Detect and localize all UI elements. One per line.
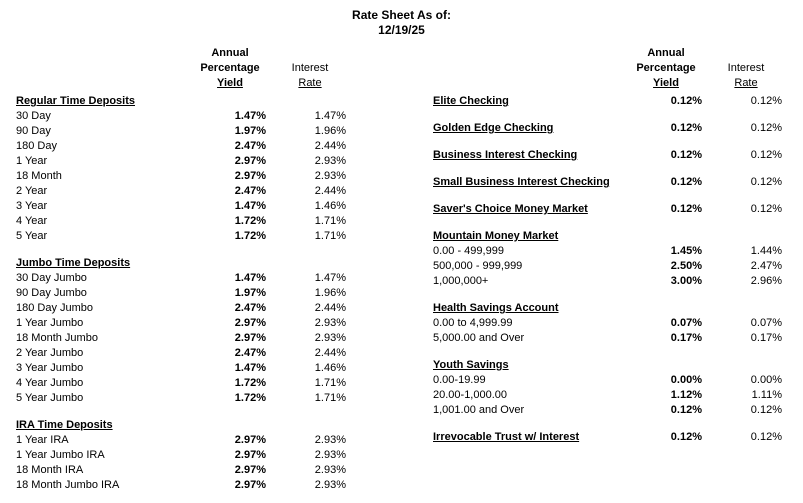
annual-percentage-yield-value: 2.97% (234, 449, 266, 461)
annual-percentage-yield-value: 3.00% (670, 275, 702, 287)
annual-percentage-yield-value: 1.97% (234, 125, 266, 137)
interest-rate-value: 0.12% (750, 176, 782, 188)
annual-percentage-yield-value: 1.12% (670, 389, 702, 401)
rate-row-label: 1 Year IRA (16, 434, 69, 446)
section-heading-label: Regular Time Deposits (16, 95, 135, 107)
interest-rate-value: 0.17% (750, 332, 782, 344)
section-heading-label: Youth Savings (433, 359, 509, 371)
annual-percentage-yield-value: 0.00% (670, 374, 702, 386)
annual-percentage-yield-value: 0.12% (670, 95, 702, 107)
annual-percentage-yield-value: 0.12% (670, 176, 702, 188)
annual-percentage-yield-value: 0.12% (670, 431, 702, 443)
section-heading-row (433, 148, 786, 163)
interest-rate-value: 1.96% (314, 125, 346, 137)
section-heading-label: IRA Time Deposits (16, 419, 113, 431)
interest-rate-value: 1.71% (314, 392, 346, 404)
annual-percentage-yield-value: 0.07% (670, 317, 702, 329)
rate-row-label: 5,000.00 and Over (433, 332, 525, 344)
section-heading-label: Jumbo Time Deposits (16, 257, 131, 269)
annual-percentage-yield-value: 2.97% (234, 434, 266, 446)
annual-percentage-yield-value: 1.47% (234, 272, 266, 284)
right-column-headers (433, 46, 786, 94)
interest-rate-value: 2.93% (314, 479, 346, 491)
section-heading-label: Golden Edge Checking (433, 122, 554, 134)
interest-rate-value: 2.93% (314, 434, 346, 446)
section-heading-row (433, 358, 786, 373)
interest-rate-value: 2.93% (314, 332, 346, 344)
interest-rate-value: 1.47% (314, 272, 346, 284)
section-heading-row (433, 229, 786, 244)
annual-percentage-yield-value: 2.97% (234, 317, 266, 329)
annual-percentage-yield-value: 1.72% (234, 377, 266, 389)
annual-percentage-yield-value: 1.45% (670, 245, 702, 257)
section-heading-label: Business Interest Checking (433, 149, 578, 161)
annual-percentage-yield-value: 0.12% (670, 122, 702, 134)
rate-row (16, 463, 346, 478)
section-heading-row (16, 94, 346, 109)
section-heading-label: Elite Checking (433, 95, 509, 107)
interest-rate-value: 1.44% (750, 245, 782, 257)
section-spacer (433, 346, 786, 358)
annual-percentage-yield-value: 2.47% (234, 302, 266, 314)
rate-row-label: 1,000,000+ (433, 275, 489, 287)
annual-percentage-yield-value: 1.97% (234, 287, 266, 299)
interest-rate-column-header (274, 46, 346, 91)
rate-row-label: 18 Month Jumbo IRA (16, 479, 120, 491)
rate-row-label: 2 Year Jumbo (16, 347, 84, 359)
section-heading-row (433, 430, 786, 445)
rate-row (16, 301, 346, 316)
apy-header-line-2: Percentage (636, 62, 696, 74)
section-spacer (433, 289, 786, 301)
interest-rate-value: 0.12% (750, 95, 782, 107)
apy-header-line-1: Annual (647, 47, 685, 59)
annual-percentage-yield-value: 1.47% (234, 200, 266, 212)
annual-percentage-yield-value: 1.72% (234, 230, 266, 242)
rate-row-label: 5 Year (16, 230, 48, 242)
annual-percentage-yield-value: 2.47% (234, 185, 266, 197)
rate-row (16, 124, 346, 139)
section-heading-label: Small Business Interest Checking (433, 176, 610, 188)
interest-rate-value: 2.93% (314, 170, 346, 182)
rate-row (433, 274, 786, 289)
rate-row (433, 244, 786, 259)
rate-row-label: 20.00-1,000.00 (433, 389, 508, 401)
rate-header-line-2: Rate (734, 77, 758, 89)
apy-header-line-3: Yield (217, 77, 243, 89)
section-spacer (433, 163, 786, 175)
rate-row-label: 0.00 to 4,999.99 (433, 317, 513, 329)
annual-percentage-yield-value: 0.17% (670, 332, 702, 344)
interest-rate-value: 1.11% (751, 389, 782, 401)
page-title-line-1: Rate Sheet As of: (352, 8, 451, 22)
interest-rate-value: 1.71% (314, 377, 346, 389)
section-heading-row (433, 175, 786, 190)
annual-percentage-yield-value: 1.72% (234, 215, 266, 227)
interest-rate-value: 1.71% (314, 215, 346, 227)
rate-row-label: 0.00 - 499,999 (433, 245, 504, 257)
rate-row (16, 169, 346, 184)
rate-row-label: 1,001.00 and Over (433, 404, 525, 416)
interest-rate-value: 0.12% (750, 404, 782, 416)
section-heading-row (433, 94, 786, 109)
interest-rate-value: 2.44% (314, 185, 346, 197)
rate-row-label: 5 Year Jumbo (16, 392, 84, 404)
deposits-column (16, 46, 346, 493)
section-spacer (433, 109, 786, 121)
section-heading-row (433, 121, 786, 136)
rate-row (16, 109, 346, 124)
interest-rate-value: 2.96% (750, 275, 782, 287)
section-spacer (433, 190, 786, 202)
section-spacer (16, 406, 346, 418)
rate-row-label: 500,000 - 999,999 (433, 260, 523, 272)
rate-header-line-1: Interest (727, 62, 765, 74)
rate-row (16, 433, 346, 448)
annual-percentage-yield-value: 2.97% (234, 464, 266, 476)
rate-header-line-1: Interest (291, 62, 329, 74)
interest-rate-column-header (710, 46, 782, 91)
apy-column-header (630, 46, 702, 91)
rate-row (16, 316, 346, 331)
rate-row (16, 214, 346, 229)
section-heading-row (433, 202, 786, 217)
rate-row (433, 373, 786, 388)
rate-row (433, 388, 786, 403)
interest-rate-value: 2.93% (314, 449, 346, 461)
apy-header-line-1: Annual (211, 47, 249, 59)
rate-row-label: 90 Day (16, 125, 51, 137)
annual-percentage-yield-value: 2.97% (234, 170, 266, 182)
annual-percentage-yield-value: 2.47% (234, 347, 266, 359)
annual-percentage-yield-value: 0.12% (670, 203, 702, 215)
rate-row-label: 1 Year Jumbo (16, 317, 84, 329)
rate-row (16, 478, 346, 493)
interest-rate-value: 1.46% (314, 200, 346, 212)
rate-row-label: 2 Year (16, 185, 48, 197)
annual-percentage-yield-value: 1.47% (234, 110, 266, 122)
left-column-headers (16, 46, 346, 94)
section-heading-row (433, 301, 786, 316)
rate-row-label: 90 Day Jumbo (16, 287, 87, 299)
section-spacer (433, 418, 786, 430)
section-heading-row (16, 256, 346, 271)
annual-percentage-yield-value: 2.47% (234, 140, 266, 152)
rate-row (433, 259, 786, 274)
annual-percentage-yield-value: 1.72% (234, 392, 266, 404)
rate-row (433, 316, 786, 331)
page-title (0, 0, 803, 38)
apy-header-line-3: Yield (653, 77, 679, 89)
interest-rate-value: 1.71% (314, 230, 346, 242)
page-title-date: 12/19/25 (378, 23, 425, 37)
rate-row-label: 4 Year Jumbo (16, 377, 84, 389)
rate-row-label: 18 Month (16, 170, 62, 182)
rate-row-label: 30 Day Jumbo (16, 272, 87, 284)
deposits-rows (16, 94, 346, 493)
rate-row (16, 448, 346, 463)
rate-row (16, 346, 346, 361)
rate-row (16, 154, 346, 169)
rate-row-label: 3 Year Jumbo (16, 362, 84, 374)
rate-row (16, 184, 346, 199)
rate-row-label: 0.00-19.99 (433, 374, 486, 386)
interest-rate-value: 2.44% (314, 302, 346, 314)
section-heading-label: Mountain Money Market (433, 230, 559, 242)
rate-row-label: 3 Year (16, 200, 48, 212)
interest-rate-value: 0.12% (750, 431, 782, 443)
annual-percentage-yield-value: 2.97% (234, 479, 266, 491)
interest-rate-value: 2.44% (314, 347, 346, 359)
rate-row (16, 361, 346, 376)
rate-row-label: 180 Day (16, 140, 57, 152)
rate-row (16, 229, 346, 244)
rate-row (16, 286, 346, 301)
annual-percentage-yield-value: 0.12% (670, 149, 702, 161)
section-spacer (433, 217, 786, 229)
interest-rate-value: 2.93% (314, 464, 346, 476)
section-heading-row (16, 418, 346, 433)
rate-row-label: 180 Day Jumbo (16, 302, 94, 314)
interest-rate-value: 2.93% (314, 317, 346, 329)
apy-column-header (194, 46, 266, 91)
annual-percentage-yield-value: 2.97% (234, 332, 266, 344)
rate-row-label: 1 Year Jumbo IRA (16, 449, 105, 461)
interest-rate-value: 2.44% (314, 140, 346, 152)
rate-row (433, 331, 786, 346)
section-heading-label: Irrevocable Trust w/ Interest (433, 431, 580, 443)
annual-percentage-yield-value: 2.50% (670, 260, 702, 272)
accounts-rows (433, 94, 786, 445)
accounts-column (433, 46, 786, 445)
interest-rate-value: 1.47% (314, 110, 346, 122)
rate-header-line-2: Rate (298, 77, 322, 89)
rate-row (16, 271, 346, 286)
rate-row (433, 403, 786, 418)
interest-rate-value: 2.93% (314, 155, 346, 167)
apy-header-line-2: Percentage (200, 62, 260, 74)
rate-row (16, 199, 346, 214)
interest-rate-value: 0.12% (750, 203, 782, 215)
rate-row-label: 18 Month IRA (16, 464, 84, 476)
section-heading-label: Saver's Choice Money Market (433, 203, 588, 215)
annual-percentage-yield-value: 1.47% (234, 362, 266, 374)
annual-percentage-yield-value: 2.97% (234, 155, 266, 167)
rate-row-label: 30 Day (16, 110, 51, 122)
annual-percentage-yield-value: 0.12% (670, 404, 702, 416)
rate-row (16, 331, 346, 346)
rate-row-label: 4 Year (16, 215, 48, 227)
rate-row-label: 18 Month Jumbo (16, 332, 98, 344)
section-spacer (16, 244, 346, 256)
interest-rate-value: 2.47% (750, 260, 782, 272)
rate-row (16, 139, 346, 154)
rate-row-label: 1 Year (16, 155, 48, 167)
section-heading-label: Health Savings Account (433, 302, 559, 314)
interest-rate-value: 0.00% (750, 374, 782, 386)
section-spacer (433, 136, 786, 148)
interest-rate-value: 1.46% (314, 362, 346, 374)
interest-rate-value: 1.96% (314, 287, 346, 299)
interest-rate-value: 0.07% (750, 317, 782, 329)
rate-row (16, 376, 346, 391)
rate-row (16, 391, 346, 406)
interest-rate-value: 0.12% (750, 149, 782, 161)
interest-rate-value: 0.12% (750, 122, 782, 134)
